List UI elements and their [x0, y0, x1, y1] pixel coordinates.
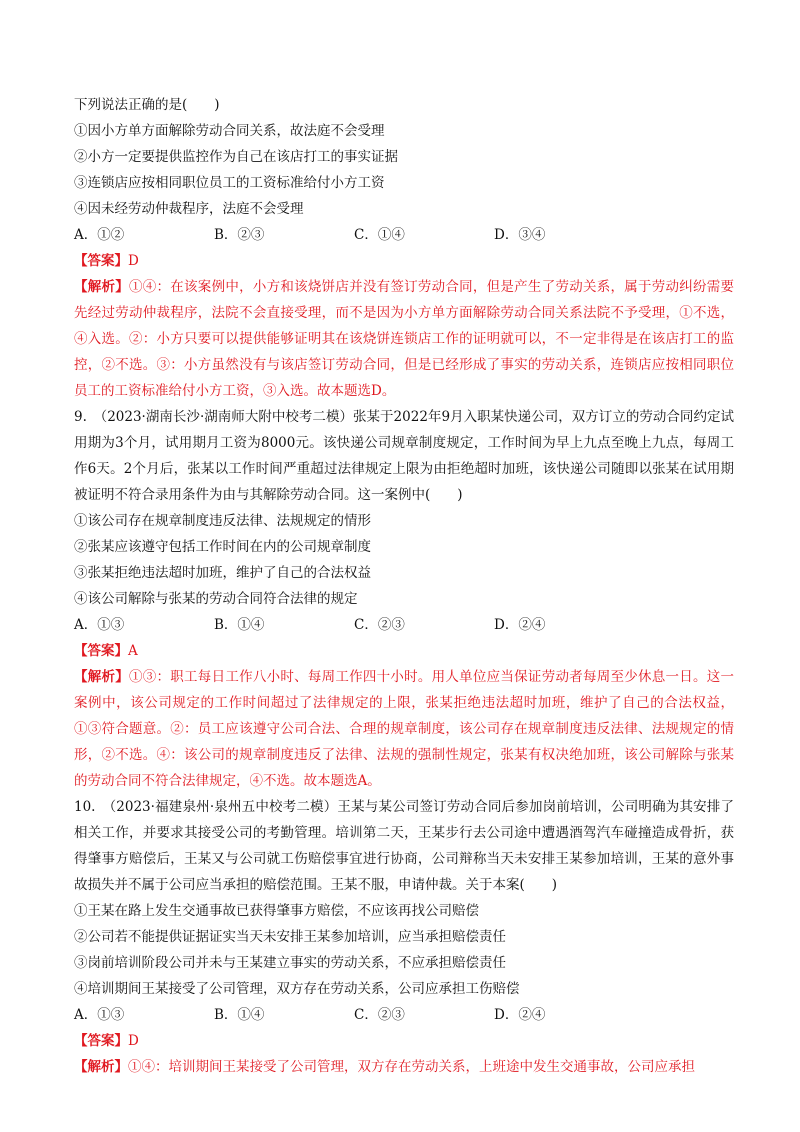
- q8-answer-label: 【答案】: [74, 253, 128, 269]
- q10-option-b: B．①④: [214, 1007, 265, 1023]
- q8-analysis: [74, 274, 734, 404]
- q8-analysis-label: 【解析】: [74, 279, 130, 295]
- q8-option-a: A．①②: [74, 227, 125, 243]
- q8-analysis-text: ①④：在该案例中，小方和该烧饼店并没有签订劳动合同，但是产生了劳动关系，属于劳动纠纷需要先经过劳动仲裁程序，法院不会直接受理，而不是因为小方单方面解除劳动合同关系法院不予受理，①不选，④入选。②：小方只要可以提供能够证明其在该烧饼连锁店工作的证明就可以，不一定非得是在该店打工的监控，②不选。③：小方虽然没有与该店签订劳动合同，但是已经形成了事实的劳动关系，连锁店应按相同职位员工的工资标准给付小方工资，③入选。故本题选D。: [74, 279, 735, 399]
- q8-option-c: C．①④: [354, 227, 405, 243]
- q8-answer-value: D: [128, 253, 139, 269]
- q9-answer-label: 【答案】: [74, 643, 128, 659]
- q9-choice-2: ②张某应该遵守包括工作时间在内的公司规章制度: [74, 539, 371, 555]
- q8-choice-1: ①因小方单方面解除劳动合同关系，故法庭不会受理: [74, 123, 385, 139]
- q9-option-b: B．①④: [214, 617, 265, 633]
- document-page: [74, 92, 734, 1080]
- q9-option-c: C．②③: [354, 617, 405, 633]
- q8-answer: [74, 248, 734, 274]
- q9-option-d: D．②④: [494, 617, 546, 633]
- q10-choice-4: ④培训期间王某接受了公司管理，双方存在劳动关系，公司应承担工伤赔偿: [74, 981, 520, 997]
- q9-answer-value: A: [128, 643, 138, 659]
- q8-choice-2: ②小方一定要提供监控作为自己在该店打工的事实证据: [74, 149, 398, 165]
- q10-choice-2: ②公司若不能提供证据证实当天未安排王某参加培训，应当承担赔偿责任: [74, 929, 506, 945]
- q10-stem: 10. （2023·福建泉州·泉州五中校考二模）王某与某公司签订劳动合同后参加岗前培训，公司明确为其安排了相关工作，并要求其接受公司的考勤管理。培训第二天，王某步行去公司途中遭遇酒驾汽车碰撞造成骨折，获得肇事方赔偿后，王某又与公司就工伤赔偿事宜进行协商，公司辩称当天未安排王某参加培训，王某的意外事故损失并不属于公司应当承担的赔偿范围。王某不服，申请仲裁。关于本案( ): [74, 799, 734, 893]
- q9-answer: [74, 638, 734, 664]
- q10-analysis-label: 【解析】: [74, 1059, 128, 1075]
- q8-choice-4: ④因未经劳动仲裁程序，法庭不会受理: [74, 201, 304, 217]
- q10-answer: [74, 1028, 734, 1054]
- q10-analysis: [74, 1054, 734, 1080]
- q8-choice-3: ③连锁店应按相同职位员工的工资标准给付小方工资: [74, 175, 385, 191]
- q9-analysis: [74, 664, 734, 794]
- q10-option-a: A．①③: [74, 1007, 125, 1023]
- q10-option-d: D．②④: [494, 1007, 546, 1023]
- q9-analysis-label: 【解析】: [74, 669, 130, 685]
- q10-analysis-text: ①④：培训期间王某接受了公司管理，双方存在劳动关系，上班途中发生交通事故，公司应承担: [128, 1059, 695, 1075]
- q9-analysis-text: ①③：职工每日工作八小时、每周工作四十小时。用人单位应当保证劳动者每周至少休息一日。这一案例中，该公司规定的工作时间超过了法律规定的上限，张某拒绝违法超时加班，维护了自己的合法权益，①③符合题意。②：员工应该遵守公司合法、合理的规章制度，该公司存在规章制度违反法律、法规规定的情形，②不选。④：该公司的规章制度违反了法律、法规的强制性规定，张某有权决绝加班，该公司解除与张某的劳动合同不符合法律规定，④不选。故本题选A。: [74, 669, 735, 789]
- q9-options: [74, 612, 734, 638]
- q8-option-b: B．②③: [214, 227, 265, 243]
- q9-choice-3: ③张某拒绝违法超时加班，维护了自己的合法权益: [74, 565, 371, 581]
- q10-choice-3: ③岗前培训阶段公司并未与王某建立事实的劳动关系，不应承担赔偿责任: [74, 955, 506, 971]
- q9-choice-1: ①该公司存在规章制度违反法律、法规规定的情形: [74, 513, 371, 529]
- q9-choice-4: ④该公司解除与张某的劳动合同符合法律的规定: [74, 591, 358, 607]
- q8-option-d: D．③④: [494, 227, 546, 243]
- q9-option-a: A．①③: [74, 617, 125, 633]
- q10-answer-value: D: [128, 1033, 139, 1049]
- q10-answer-label: 【答案】: [74, 1033, 128, 1049]
- q10-choice-1: ①王某在路上发生交通事故已获得肇事方赔偿，不应该再找公司赔偿: [74, 903, 479, 919]
- q8-options: [74, 222, 734, 248]
- q10-option-c: C．②③: [354, 1007, 405, 1023]
- q10-options: [74, 1002, 734, 1028]
- q9-stem: 9. （2023·湖南长沙·湖南师大附中校考二模）张某于2022年9月入职某快递公司，双方订立的劳动合同约定试用期为3个月，试用期月工资为8000元。该快递公司规章制度规定，工作时间为早上九点至晚上九点，每周工作6天。2个月后，张某以工作时间严重超过法律规定上限为由拒绝超时加班，该快递公司随即以张某在试用期被证明不符合录用条件为由与其解除劳动合同。这一案例中( ): [74, 409, 734, 503]
- q8-stem-tail: 下列说法正确的是( ): [74, 97, 220, 113]
